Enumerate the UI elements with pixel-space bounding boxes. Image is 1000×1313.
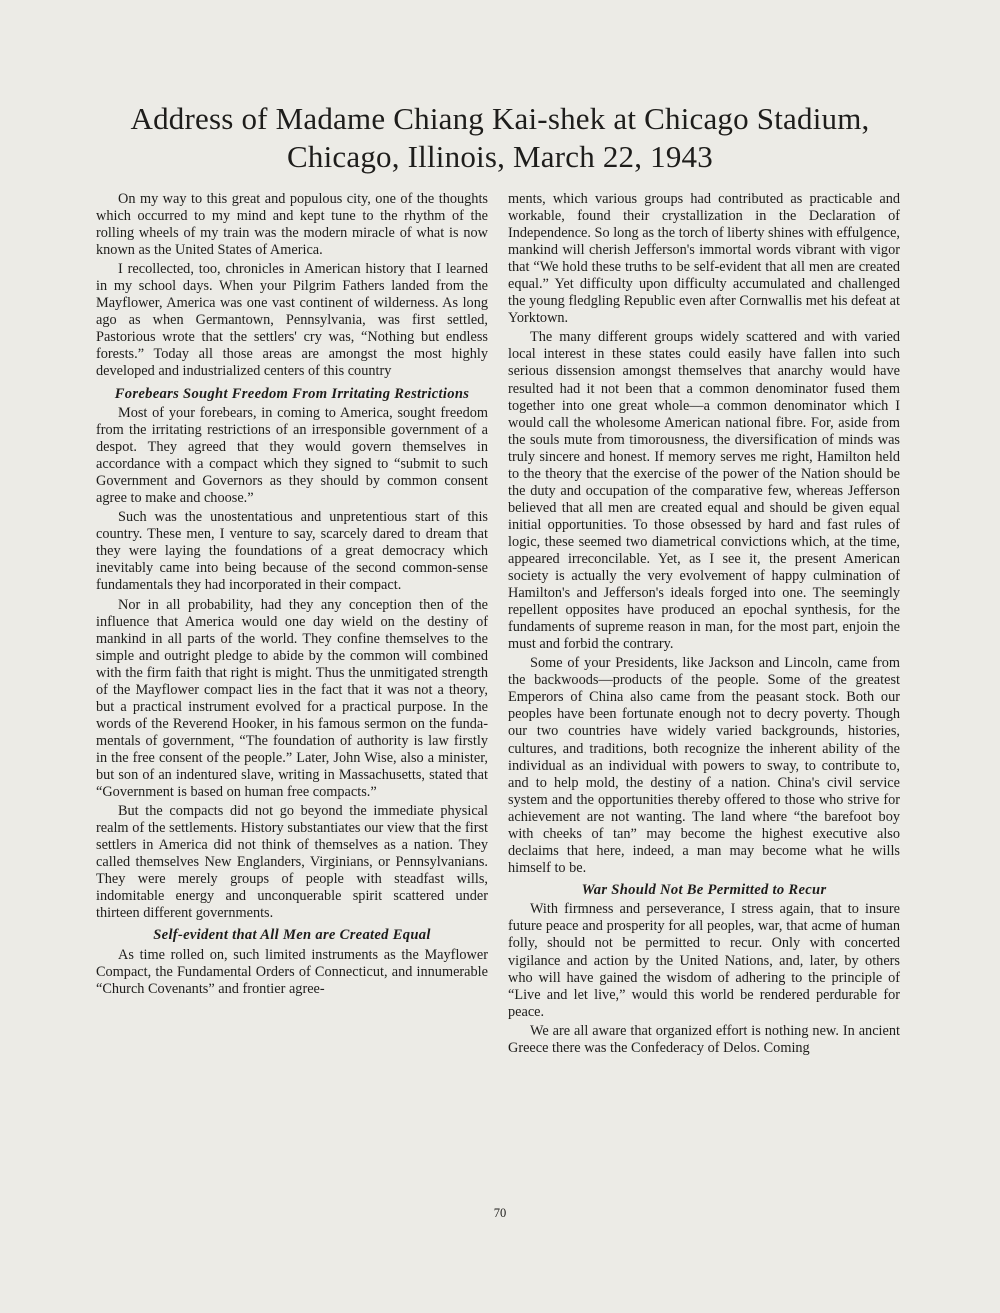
paragraph: On my way to this great and populous city, one of the thoughts which occurred to my mind and kept tune to the rhythm of the rolling wheels of my train was the modern miracle of what is now known as the United States of America. [96, 191, 488, 259]
paragraph: As time rolled on, such limited instruments as the Mayflower Compact, the Fundamental Orders of Connecticut, and innumerable “Church Covenants” and frontier agree- [96, 946, 488, 998]
page-title [60, 100, 940, 176]
paragraph: The many different groups widely scattered and with varied local interest in these states could easily have fallen into such serious dissension amongst themselves that anarchy would have resulted had it not been that a common denominator fused them together into one great whole—a common denominator which I would call the wholesome American national fibre. For, aside from the souls mute from timorousness, the diversification of minds was truly sincere and honest. If memory serves me right, Hamilton held to the theory that the exercise of the power of the Nation should be the duty and occupation of the comparative few, whereas Jefferson believed that all men are created equal and should be given equal initial opportunities. To those obsessed by hard and fast rules of logic, these seemed two diametrical convictions which, at the time, appeared irreconcilable. Yet, as I see it, the present American society is actually the very evolvement of happy culmination of Hamilton's and Jefferson's ideals forged into one. The seemingly repellent opposites have produced an epochal synthesis, for the fundaments of supreme reason in man, for the most part, enjoin the must and forbid the contrary. [508, 329, 900, 653]
right-column [508, 191, 900, 1059]
section-heading: Forebears Sought Freedom From Irritating Restrictions [114, 385, 470, 402]
section-heading: War Should Not Be Permitted to Recur [581, 881, 827, 898]
paragraph: Some of your Presidents, like Jackson and Lincoln, came from the backwoods—products of the people. Some of the greatest Emperors of China also came from the peasant stock. Both our peoples have been fortunate enough not to decry poverty. Though our two countries have widely varied backgrounds, histories, cultures, and traditions, both recognize the inherent ability of the individual as an individual with powers to sway, to contribute to, and to help mold, the destiny of a nation. China's civil service system and the opportunities thereby offered to those who strive for achievement are not wanting. The land where “the barefoot boy with cheeks of tan” may become the highest executive also declaims that here, indeed, a man may become what he wills himself to be. [508, 655, 900, 876]
paragraph: We are all aware that organized effort is nothing new. In ancient Greece there was the Confederacy of Delos. Coming [508, 1022, 900, 1056]
paragraph: But the compacts did not go beyond the immediate physical realm of the settlements. History substantiates our view that the first settlers in America did not think of themselves as a nation. They called themselves New Englanders, Virginians, or Pennsylvanians. They were merely groups of people with steadfast wills, indomitable energy and unconquerable spirit scattered under thirteen different governments. [96, 803, 488, 922]
paragraph: ments, which various groups had contributed as practicable and workable, found their crystallization in the Declaration of Independence. So long as the torch of liberty shines with effulgence, mankind will cherish Jefferson's immortal words vibrant with vigor that “We hold these truths to be self-evident that all men are created equal.” Yet difficulty upon difficulty accumulated and challenged the young fledgling Republic even after Cornwallis met his defeat at Yorktown. [508, 191, 900, 327]
paragraph: I recollected, too, chronicles in American history that I learned in my school days. When your Pilgrim Fathers landed from the Mayflower, America was one vast continent of wilderness. As long ago as when Germantown, Pennsylvania, was first settled, Pastorious wrote that the settlers' cry was, “Nothing but endless forests.” Today all those areas are amongst the most highly developed and industrialized centers of this country [96, 261, 488, 380]
left-column [96, 191, 488, 1000]
paragraph: With firmness and perseverance, I stress again, that to insure future peace and prosperity for all peoples, war, that acme of human folly, should not be permitted to recur. Only with concerted vigilance and action by the United Nations, and, later, by others who will have gained the wisdom of adhering to the principle of “Live and let live,” would this world be rendered perdurable for peace. [508, 901, 900, 1020]
page-number: 70 [493, 1206, 507, 1220]
paragraph: Most of your forebears, in coming to America, sought freedom from the irritating restrictions of an irresponsible government of a despot. They agreed that they would govern themselves in accordance with a compact which they signed to “submit to such Government and Governors as they should by common consent agree to make and choose.” [96, 405, 488, 507]
title-line-1: Address of Madame Chiang Kai-shek at Chicago Stadium, [130, 101, 870, 136]
title-line-2: Chicago, Illinois, March 22, 1943 [287, 139, 713, 174]
paragraph: Such was the unostentatious and unpretentious start of this country. These men, I venture to say, scarcely dared to dream that they were laying the foundations of a great democracy which inevitably came into being because of the second common-sense fundamentals they had incorporated in their compact. [96, 509, 488, 594]
paragraph: Nor in all probability, had they any conception then of the influence that America would one day wield on the destiny of mankind in all parts of the world. They confine themselves to the simple and outright pledge to abide by the common will combined with the firm faith that right is might. Thus the unmitigated strength of the Mayflower compact lies in the fact that it was not a theory, but a practical instrument evolved for a practical purpose. In the words of the Reverend Hooker, in his famous sermon on the fundamentals of government, “The foundation of authority is law firstly in the free consent of the people.” Later, John Wise, also a minister, but son of an indentured slave, writing in Massachusetts, stated that “Government is based on human free compacts.” [96, 596, 488, 801]
section-heading: Self-evident that All Men are Created Equal [153, 927, 431, 944]
